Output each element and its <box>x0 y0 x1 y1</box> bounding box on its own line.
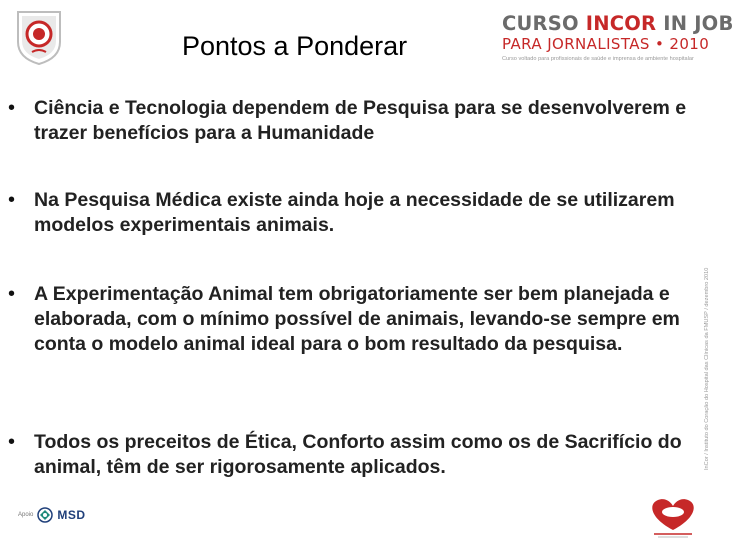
bullet-marker: • <box>8 431 16 453</box>
brand-prefix: CURSO <box>502 12 586 35</box>
bullet-marker: • <box>8 97 16 119</box>
incor-heart-logo-icon <box>640 494 706 538</box>
brand-suffix: IN JOB <box>656 12 734 35</box>
slide-title: Pontos a Ponderar <box>182 31 408 61</box>
brand-accent: INCOR <box>585 12 657 35</box>
msd-logo-icon <box>37 507 53 523</box>
incor-shield-logo-icon <box>14 8 64 66</box>
bullet-text: A Experimentação Animal tem obrigatoriamente ser bem planejada e elaborada, com o mínimo possível de animais, levando-se sempre em conta o modelo animal ideal para o bom resultado da pesquisa. <box>34 283 680 355</box>
bullet-text: Ciência e Tecnologia dependem de Pesquisa para se desenvolverem e trazer benefícios para a Humanidade <box>34 97 687 144</box>
sponsor-block <box>18 506 86 524</box>
course-brand <box>502 12 734 77</box>
vertical-credit-note: InCor / Instituto do Coração do Hospital das Clínicas da FMUSP / dezembro 2010 <box>704 267 710 470</box>
bullet-marker: • <box>8 189 16 211</box>
brand-line-1 <box>502 12 734 35</box>
brand-line-2: PARA JORNALISTAS • 2010 <box>502 35 710 53</box>
brand-tagline: Curso voltado para profissionais de saúde e imprensa de ambiente hospitalar <box>502 56 694 62</box>
bullet-text: Todos os preceitos de Ética, Conforto assim como os de Sacrifício do animal, têm de ser rigorosamente aplicados. <box>34 431 682 478</box>
sponsor-name: MSD <box>57 508 86 522</box>
bullet-text: Na Pesquisa Médica existe ainda hoje a necessidade de se utilizarem modelos experimentais animais. <box>34 189 675 236</box>
sponsor-label: Apoio <box>18 512 34 518</box>
bullet-marker: • <box>8 283 16 305</box>
